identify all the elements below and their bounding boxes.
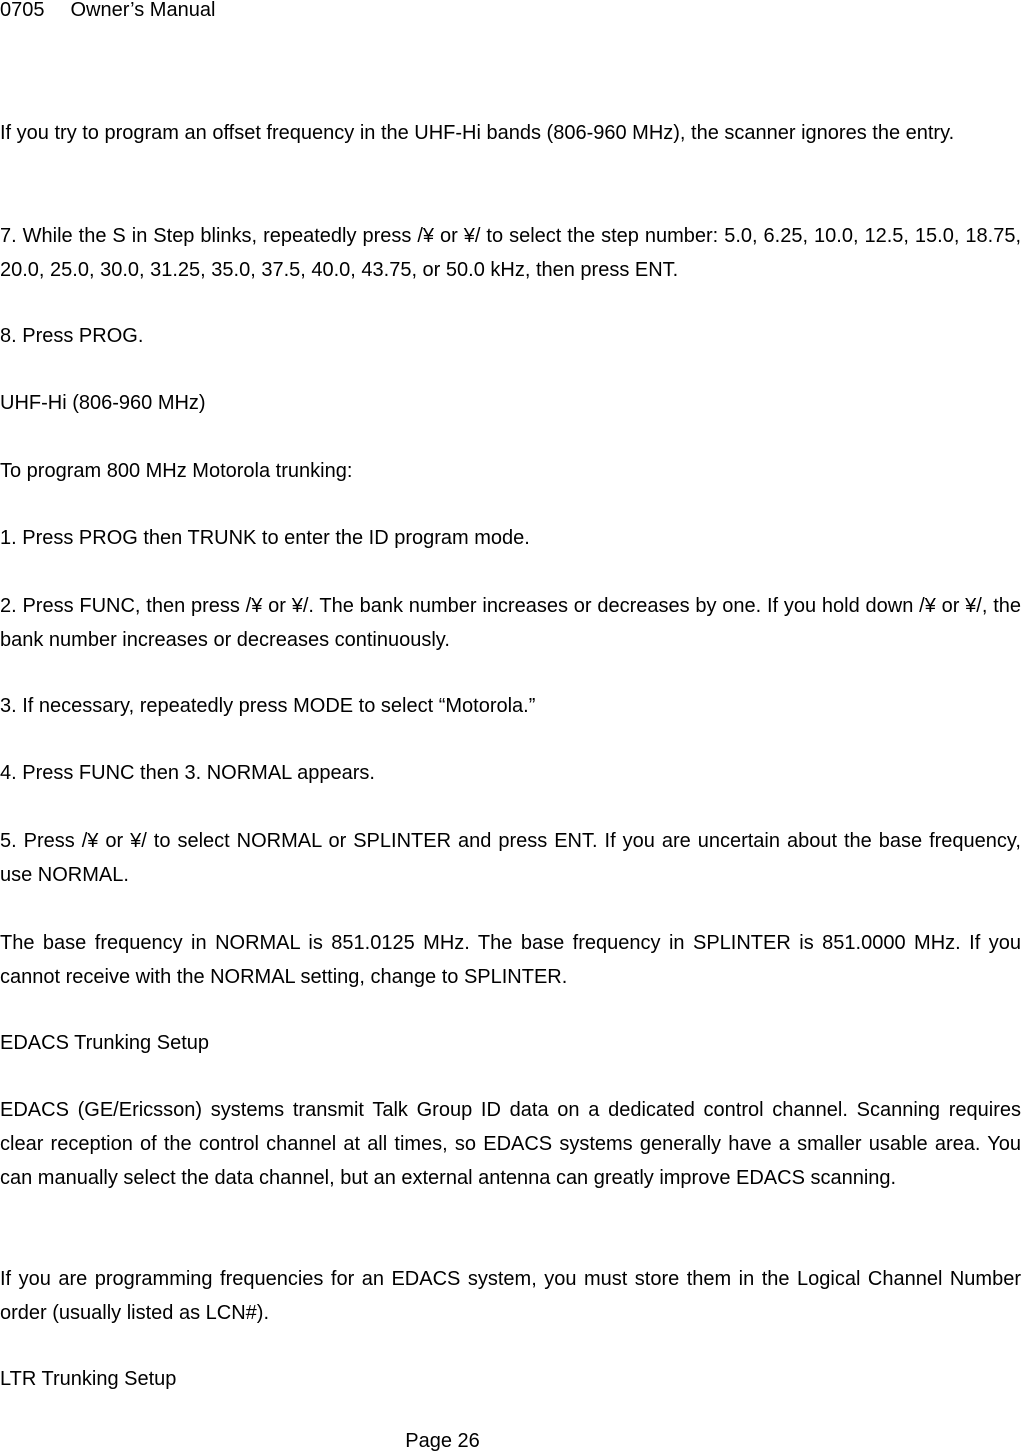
paragraph-motorola-intro: To program 800 MHz Motorola trunking: [0, 460, 353, 482]
page-footer [0, 1428, 1025, 1454]
paragraph-edacs-lcn: If you are programming frequencies for an EDACS system, you must store them in the Logical Channel Number order (usually listed as LCN#). [0, 1268, 1021, 1324]
paragraph-edacs-description: EDACS (GE/Ericsson) systems transmit Talk Group ID data on a dedicated control channel. Scanning requires clear reception of the control channel at all times, so EDACS systems generally have a smaller usable area. You can manually select the data channel, but an external antenna can greatly improve EDACS scanning. [0, 1099, 1021, 1189]
section-heading-ltr: LTR Trunking Setup [0, 1368, 177, 1390]
paragraph-step-1: 1. Press PROG then TRUNK to enter the ID program mode. [0, 527, 530, 549]
doc-number: 0705 [0, 0, 45, 21]
paragraph-step-4: 4. Press FUNC then 3. NORMAL appears. [0, 762, 375, 784]
section-heading-edacs: EDACS Trunking Setup [0, 1032, 209, 1054]
paragraph-step-5: 5. Press /¥ or ¥/ to select NORMAL or SPLINTER and press ENT. If you are uncertain about the base frequency, use NORMAL. [0, 830, 1021, 886]
paragraph-step-3: 3. If necessary, repeatedly press MODE to select “Motorola.” [0, 695, 536, 717]
section-heading-uhf-hi: UHF-Hi (806-960 MHz) [0, 392, 206, 414]
doc-title: Owner’s Manual [70, 0, 216, 21]
paragraph-step-7: 7. While the S in Step blinks, repeatedly press /¥ or ¥/ to select the step number: 5.0, 6.25, 10.0, 12.5, 15.0, 18.75, 20.0, 25.0, 30.0, 31.25, 35.0, 37.5, 40.0, 43.75, or 50.0 kHz, then press ENT. [0, 225, 1021, 281]
paragraph-offset-frequency: If you try to program an offset frequency in the UHF-Hi bands (806-960 MHz), the scanner ignores the entry. [0, 122, 955, 144]
paragraph-step-8: 8. Press PROG. [0, 325, 144, 347]
page-number: Page 26 [405, 1430, 480, 1452]
paragraph-base-frequency: The base frequency in NORMAL is 851.0125 MHz. The base frequency in SPLINTER is 851.0000 MHz. If you cannot receive with the NORMAL setting, change to SPLINTER. [0, 932, 1021, 988]
page-header [0, 0, 215, 22]
paragraph-step-2: 2. Press FUNC, then press /¥ or ¥/. The bank number increases or decreases by one. If you hold down /¥ or ¥/, the bank number increases or decreases continuously. [0, 595, 1021, 651]
